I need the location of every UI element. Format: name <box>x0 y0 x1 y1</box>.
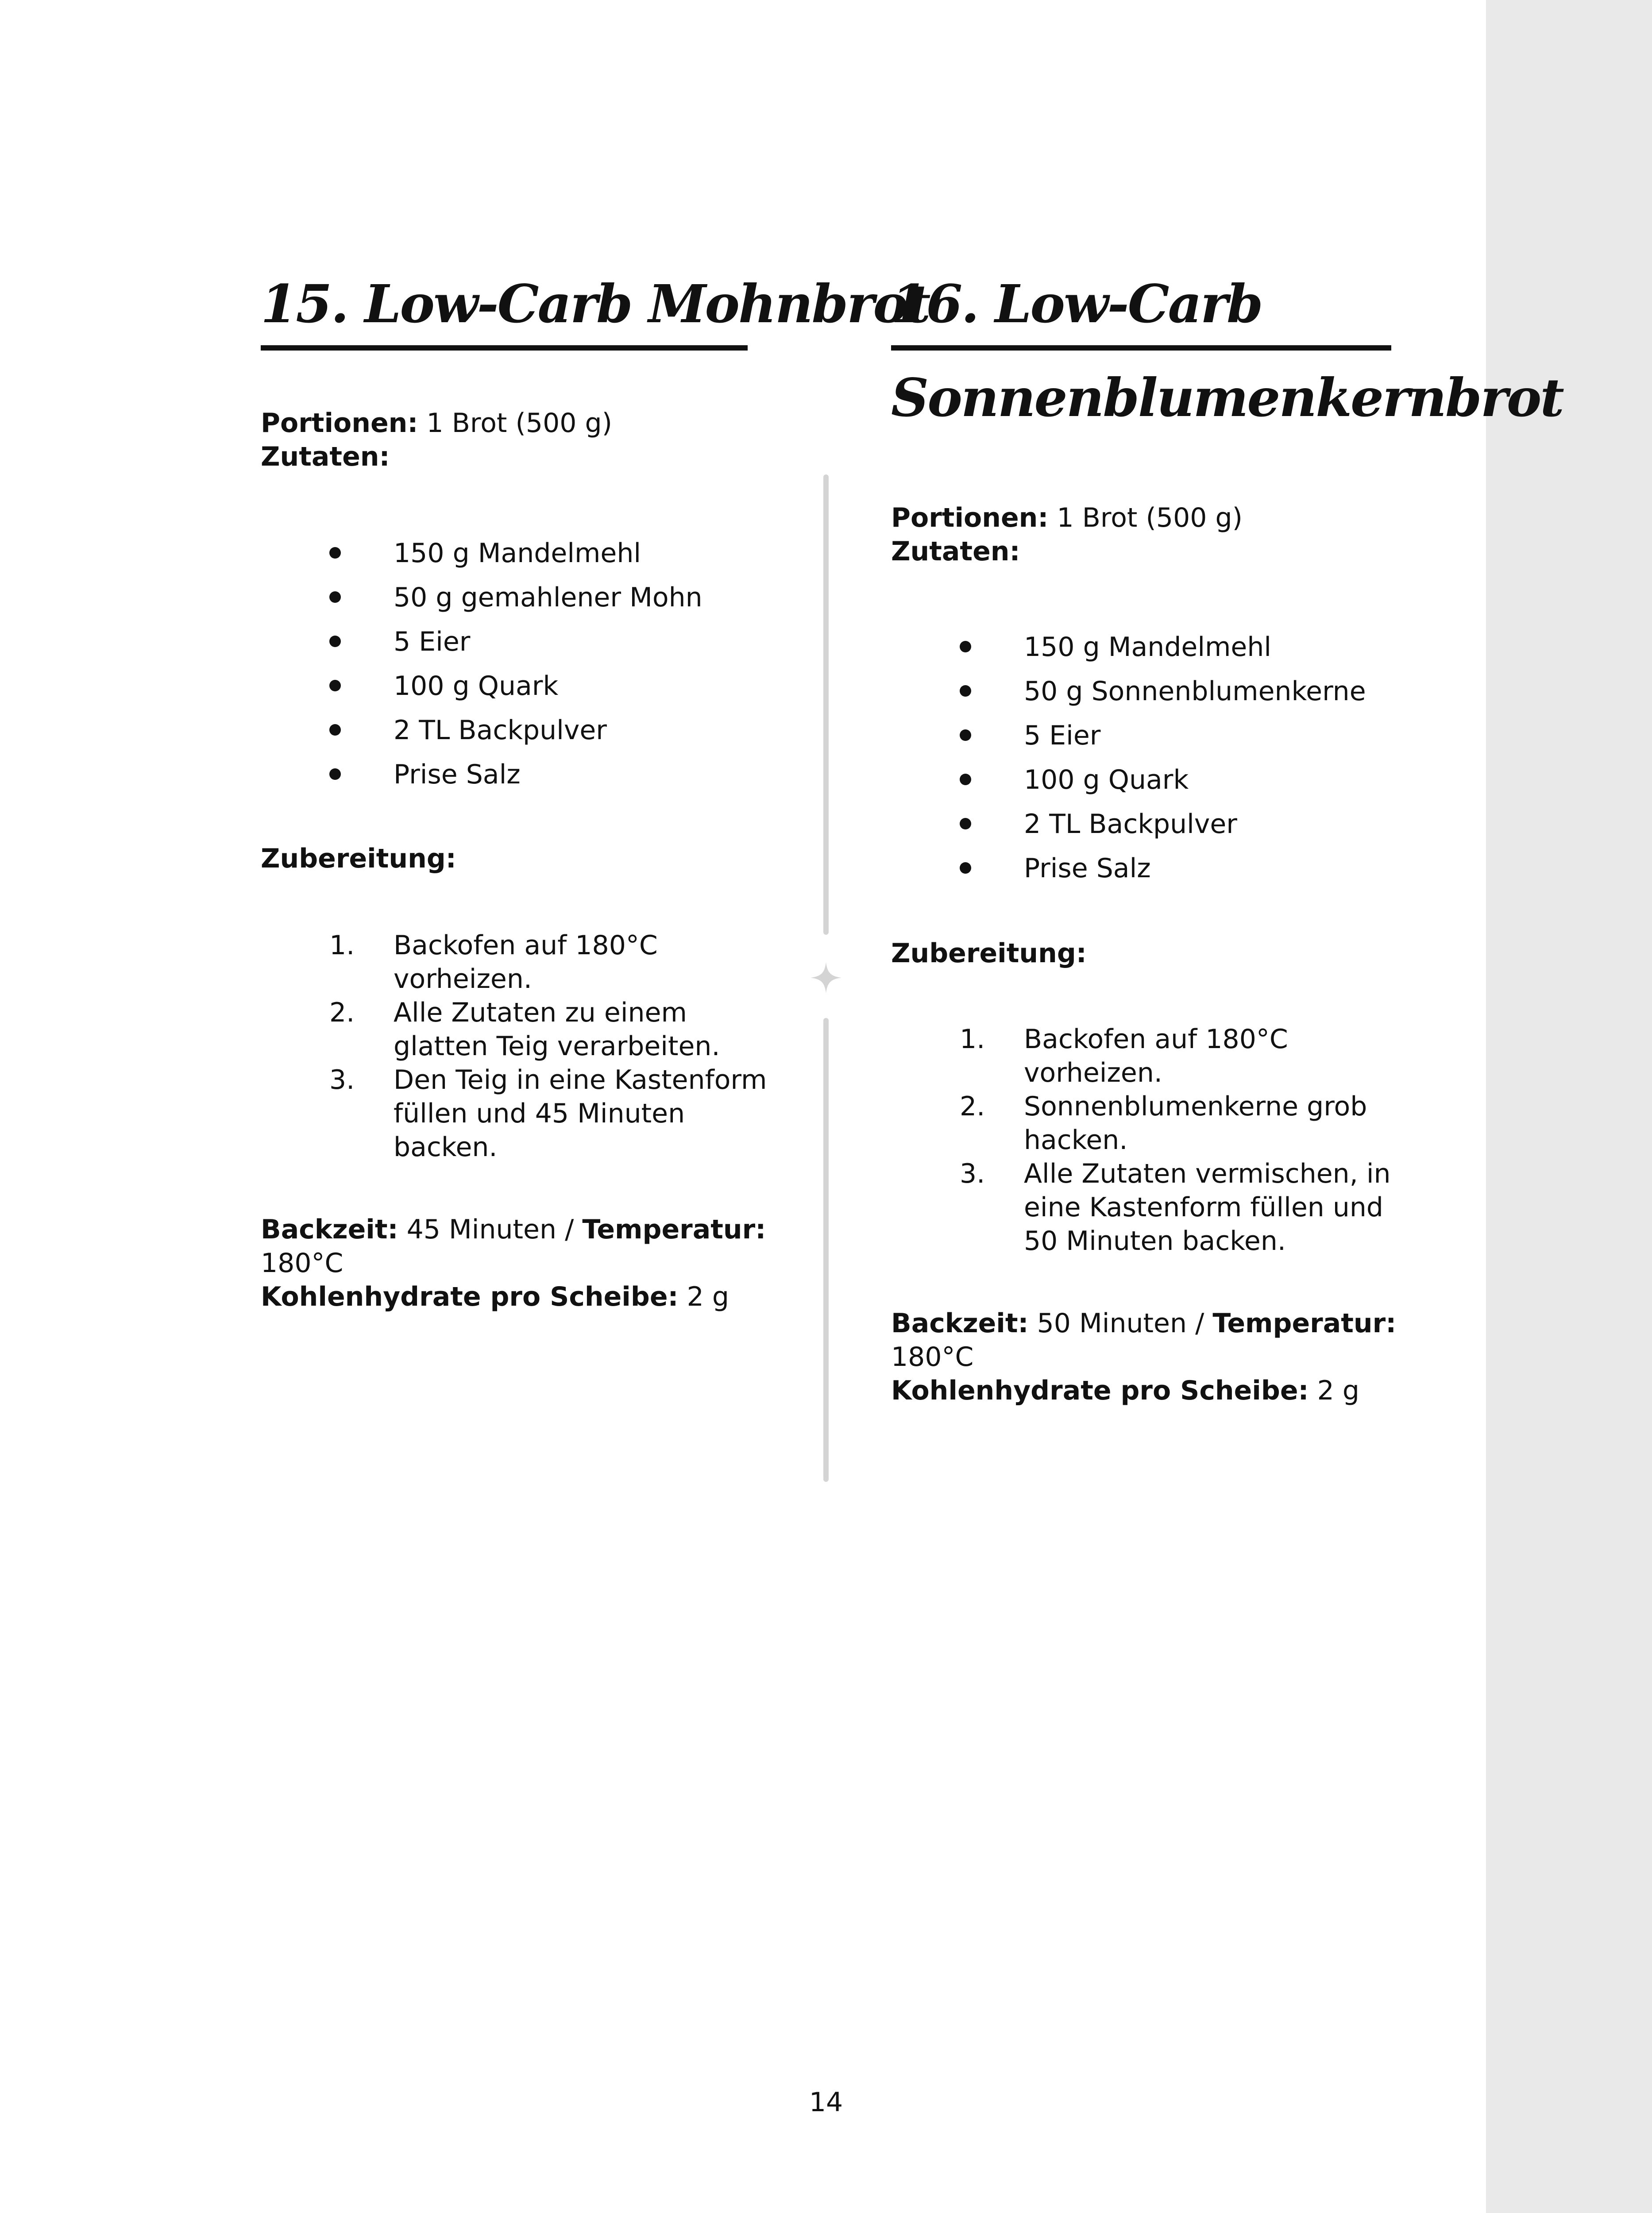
step-text: Alle Zutaten vermischen, in eine Kastenform füllen und 50 Minuten backen. <box>1024 1158 1391 1257</box>
list-item <box>261 929 770 996</box>
step-text: Den Teig in eine Kastenform füllen und 45 Minuten backen. <box>394 1064 767 1163</box>
portions-value: 1 Brot (500 g) <box>1048 502 1243 533</box>
portions-line <box>891 501 1243 535</box>
step-text: Sonnenblumenkerne grob hacken. <box>1024 1091 1367 1156</box>
temperature-label: Temperatur: <box>1212 1308 1397 1339</box>
bullet-icon <box>329 768 341 780</box>
carbs-line <box>261 1280 729 1314</box>
column-divider-top <box>823 474 829 935</box>
bake-time-value: 50 Minuten / <box>1028 1308 1213 1339</box>
step-number: 2. <box>329 997 355 1028</box>
bake-time-label: Backzeit: <box>261 1214 398 1245</box>
bullet-icon <box>960 818 971 829</box>
step-number: 3. <box>329 1064 355 1095</box>
list-item: 5 Eier <box>261 620 752 664</box>
step-number: 1. <box>960 1024 985 1055</box>
steps-list <box>891 1022 1400 1258</box>
preparation-heading: Zubereitung: <box>261 843 456 874</box>
bullet-icon <box>960 862 971 874</box>
step-number: 3. <box>960 1158 985 1189</box>
bake-time-line <box>891 1307 1396 1340</box>
list-item <box>261 996 770 1063</box>
list-item: 150 g Mandelmehl <box>261 531 752 575</box>
page-number: 14 <box>809 2087 843 2118</box>
ingredients-heading: Zutaten: <box>891 536 1020 567</box>
steps-list <box>261 929 770 1164</box>
list-item <box>891 1157 1400 1258</box>
ingredients-heading: Zutaten: <box>261 441 390 472</box>
bullet-icon <box>960 685 971 697</box>
title-underline <box>891 345 1391 351</box>
recipe-title-line-2: Sonnenblumenkernbrot <box>891 367 1563 428</box>
step-number: 1. <box>329 930 355 961</box>
portions-value: 1 Brot (500 g) <box>418 408 613 439</box>
temperature-value: 180°C <box>261 1248 344 1279</box>
step-number: 2. <box>960 1091 985 1122</box>
carbs-label: Kohlenhydrate pro Scheibe: <box>261 1281 679 1312</box>
four-point-star-icon <box>810 961 842 994</box>
preparation-heading: Zubereitung: <box>891 938 1087 969</box>
bullet-icon <box>329 591 341 603</box>
column-divider-bottom <box>823 1018 829 1482</box>
carbs-line <box>891 1374 1359 1407</box>
list-item: 100 g Quark <box>891 758 1391 802</box>
bake-time-line <box>261 1213 766 1246</box>
bullet-icon <box>960 729 971 741</box>
step-text: Alle Zutaten zu einem glatten Teig verarbeiten. <box>394 997 720 1062</box>
carbs-value: 2 g <box>678 1281 729 1312</box>
carbs-label: Kohlenhydrate pro Scheibe: <box>891 1375 1309 1406</box>
temperature-label: Temperatur: <box>582 1214 766 1245</box>
title-underline <box>261 345 748 351</box>
list-item: 50 g Sonnenblumenkerne <box>891 669 1391 713</box>
step-text: Backofen auf 180°C vorheizen. <box>394 930 658 995</box>
step-text: Backofen auf 180°C vorheizen. <box>1024 1024 1288 1088</box>
bullet-icon <box>960 774 971 785</box>
list-item: 150 g Mandelmehl <box>891 625 1391 669</box>
list-item: 100 g Quark <box>261 664 752 708</box>
list-item <box>891 1090 1400 1157</box>
bake-time-value: 45 Minuten / <box>398 1214 583 1245</box>
ingredients-list <box>261 531 752 797</box>
temperature-value: 180°C <box>891 1342 974 1373</box>
list-item: 2 TL Backpulver <box>261 708 752 752</box>
bullet-icon <box>329 636 341 647</box>
list-item: 2 TL Backpulver <box>891 802 1391 846</box>
ingredients-list <box>891 625 1391 891</box>
portions-label: Portionen: <box>891 502 1049 533</box>
portions-line <box>261 406 612 440</box>
recipe-title: 15. Low-Carb Mohnbrot <box>261 273 930 335</box>
list-item: Prise Salz <box>261 752 752 797</box>
list-item <box>891 1022 1400 1090</box>
bake-time-label: Backzeit: <box>891 1308 1029 1339</box>
bullet-icon <box>329 547 341 559</box>
recipe-title-line-1: 16. Low-Carb <box>891 273 1262 335</box>
bullet-icon <box>960 641 971 652</box>
list-item: 50 g gemahlener Mohn <box>261 575 752 620</box>
portions-label: Portionen: <box>261 408 418 439</box>
bullet-icon <box>329 724 341 736</box>
bullet-icon <box>329 680 341 691</box>
list-item: 5 Eier <box>891 713 1391 758</box>
carbs-value: 2 g <box>1308 1375 1359 1406</box>
list-item: Prise Salz <box>891 846 1391 891</box>
list-item <box>261 1063 770 1164</box>
page-margin-gutter <box>1486 0 1652 2213</box>
